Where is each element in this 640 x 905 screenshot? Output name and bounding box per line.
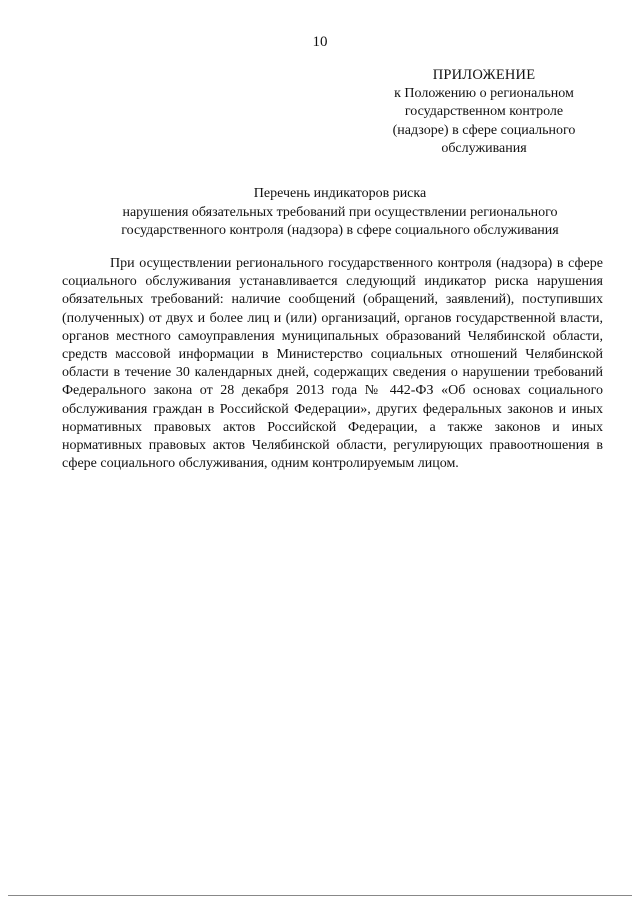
bottom-divider — [8, 895, 632, 896]
document-title-line: нарушения обязательных требований при осуществлении регионального — [122, 204, 558, 220]
page-number: 10 — [312, 34, 328, 50]
body-paragraph: При осуществлении регионального государственного контроля (надзора) в сфере социального обслуживания устанавливается следующий индикатор риска нарушения обязательных требований: наличие сообщений (обращений, заявлений), поступивших (полученных) от двух и более лиц и (или) организаций, органов государственной власти, органов местного самоуправления муниципальных образований Челябинской области, средств массовой информации в Министерство социальных отношений Челябинской области в течение 30 календарных дней, содержащих сведения о нарушении требований Федерального закона от 28 декабря 2013 года № 442-ФЗ «Об основах социального обслуживания граждан в Российской Федерации», других федеральных законов и иных нормативных правовых актов Российской Федерации, а также законов и иных нормативных правовых актов Челябинской области, регулирующих правоотношения в сфере социального обслуживания, одним контролируемым лицом. — [62, 256, 603, 472]
document-title-line: Перечень индикаторов риска — [253, 186, 427, 201]
appendix-line: (надзоре) в сфере социального — [392, 122, 576, 138]
appendix-line: обслуживания — [441, 141, 527, 156]
appendix-line: к Положению о региональном — [394, 85, 574, 101]
document-title-line: государственного контроля (надзора) в сфере социального обслуживания — [121, 223, 559, 238]
appendix-title: ПРИЛОЖЕНИЕ — [432, 67, 536, 83]
document-title — [60, 185, 620, 241]
appendix-header — [368, 66, 600, 159]
appendix-line: государственном контроле — [404, 104, 564, 119]
